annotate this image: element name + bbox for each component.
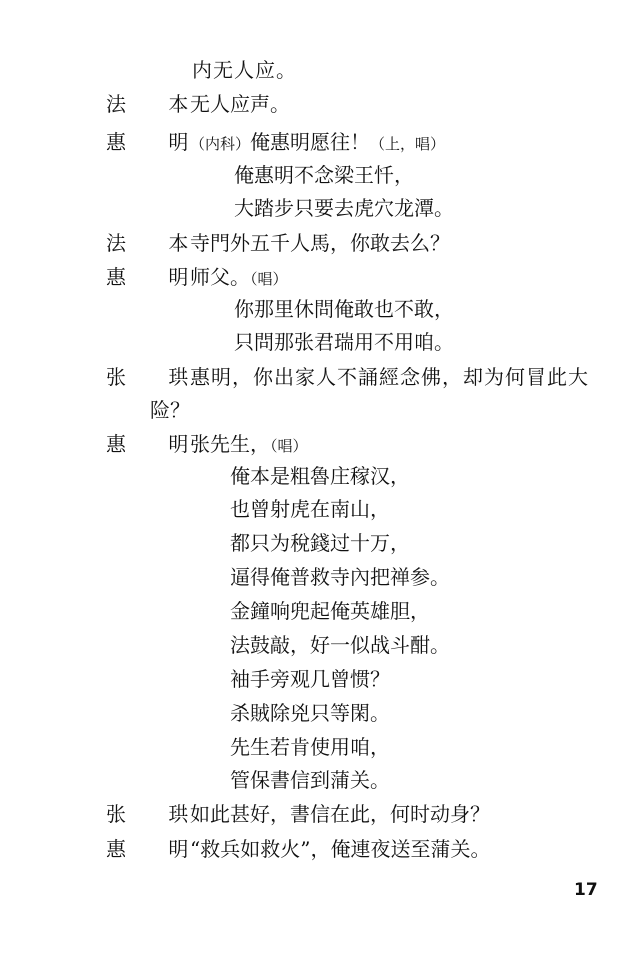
speaker-hui-ming: 惠 明 bbox=[106, 130, 207, 154]
verse-line: 都只为稅錢过十万， bbox=[230, 531, 410, 555]
stage-note: （唱） bbox=[270, 437, 308, 455]
speaker-fa-ben: 法 本 bbox=[106, 231, 207, 255]
verse-line: 逼得俺普救寺內把禅参。 bbox=[230, 565, 450, 589]
dialog-line: “救兵如救火”，俺連夜送至蒲关。 bbox=[190, 837, 491, 861]
dialog-line: 无人应声。 bbox=[190, 92, 290, 116]
verse-line: 管保書信到蒲关。 bbox=[230, 768, 390, 792]
verse-line: 袖手旁观几曾惯？ bbox=[230, 667, 390, 691]
dialog-text: 张先生， bbox=[190, 432, 270, 456]
verse-line: 只問那张君瑞用不用咱。 bbox=[234, 330, 454, 354]
verse-line: 杀賊除兇只等閑。 bbox=[230, 701, 390, 725]
dialog-line-continued: 险？ bbox=[150, 398, 190, 422]
speaker-zhang-gong: 张 珙 bbox=[106, 802, 207, 826]
speaker-zhang-gong: 张 珙 bbox=[106, 365, 207, 389]
speaker-fa-ben: 法 本 bbox=[106, 92, 207, 116]
stage-note: （唱） bbox=[250, 270, 288, 288]
stage-direction: 内无人应。 bbox=[192, 58, 297, 82]
dialog-line bbox=[190, 129, 445, 157]
dialog-line bbox=[190, 431, 308, 459]
dialog-text: 师父。 bbox=[190, 265, 250, 289]
verse-line: 金鐘响兜起俺英雄胆， bbox=[230, 599, 430, 623]
verse-line: 先生若肯使用咱， bbox=[230, 735, 390, 759]
dialog-text: 俺惠明愿往！ bbox=[250, 130, 371, 154]
stage-note: （内科） bbox=[190, 135, 251, 153]
verse-line: 大踏步只要去虎穴龙潭。 bbox=[234, 196, 454, 220]
speaker-hui-ming: 惠 明 bbox=[106, 265, 207, 289]
verse-line: 俺惠明不念梁王忏， bbox=[234, 163, 414, 187]
dialog-line: 如此甚好，書信在此，何时动身？ bbox=[190, 802, 490, 826]
verse-line: 法鼓敲，好一似战斗酣。 bbox=[230, 633, 450, 657]
dialog-line bbox=[190, 264, 288, 292]
stage-note: （上，唱） bbox=[370, 135, 446, 153]
verse-line: 俺本是粗魯庄稼汉， bbox=[230, 464, 410, 488]
verse-line: 你那里休問俺敢也不敢， bbox=[234, 297, 454, 321]
dialog-line: 惠明，你出家人不誦經念佛，却为何冒此大 bbox=[190, 365, 589, 389]
verse-line: 也曾射虎在南山， bbox=[230, 497, 390, 521]
speaker-hui-ming: 惠 明 bbox=[106, 837, 207, 861]
speaker-hui-ming: 惠 明 bbox=[106, 432, 207, 456]
page-number: 17 bbox=[574, 880, 598, 900]
dialog-line: 寺門外五千人馬，你敢去么？ bbox=[190, 231, 450, 255]
